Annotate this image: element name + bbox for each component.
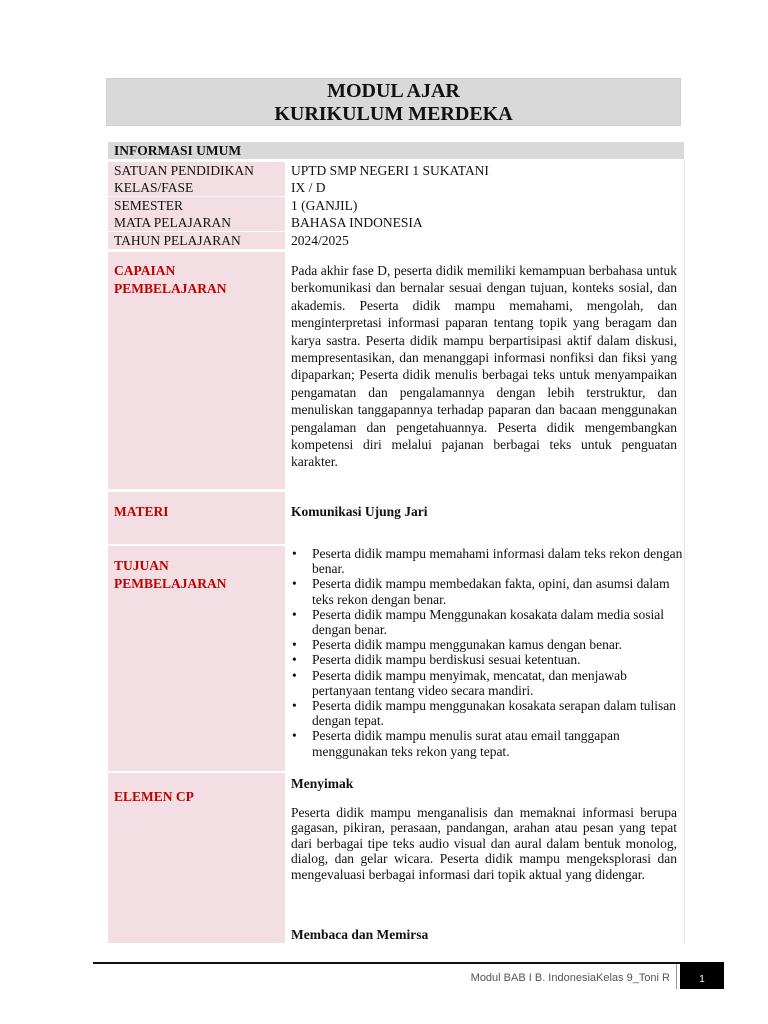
footer-text: Modul BAB I B. IndonesiaKelas 9_Toni R bbox=[470, 972, 670, 984]
materi-label-cell bbox=[108, 492, 285, 544]
list-item: • Peserta didik mampu membedakan fakta, opini, dan asumsi dalam teks rekon dengan benar. bbox=[291, 576, 683, 606]
materi-row bbox=[108, 492, 684, 544]
info-row bbox=[108, 162, 684, 179]
tujuan-list bbox=[291, 546, 683, 759]
info-value: 1 (GANJIL) bbox=[291, 198, 358, 213]
capaian-value-cell bbox=[291, 252, 684, 489]
info-value: IX / D bbox=[291, 180, 326, 195]
info-label: SEMESTER bbox=[108, 197, 285, 214]
page-number: 1 bbox=[680, 962, 724, 989]
tujuan-row bbox=[108, 546, 684, 771]
materi-label: MATERI bbox=[114, 504, 169, 519]
materi-value: Komunikasi Ujung Jari bbox=[291, 504, 428, 519]
document-title bbox=[106, 78, 681, 126]
info-value: BAHASA INDONESIA bbox=[291, 215, 423, 230]
elemen-subtitle-menyimak: Menyimak bbox=[291, 776, 354, 791]
informasi-umum-heading: INFORMASI UMUM bbox=[108, 142, 684, 159]
elemen-subtitle-membaca: Membaca dan Memirsa bbox=[291, 927, 429, 942]
elemen-row bbox=[108, 773, 684, 943]
info-label: KELAS/FASE bbox=[108, 179, 285, 196]
footer-rule bbox=[93, 962, 681, 964]
tujuan-label-line1: TUJUAN bbox=[114, 558, 169, 573]
info-value: 2024/2025 bbox=[291, 233, 349, 248]
list-item: • Peserta didik mampu Menggunakan kosakata dalam media sosial dengan benar. bbox=[291, 607, 683, 637]
title-line-1: MODUL AJAR bbox=[327, 80, 460, 102]
tujuan-value-cell bbox=[291, 546, 684, 771]
list-item: • Peserta didik mampu menulis surat atau email tanggapan menggunakan teks rekon yang tepat. bbox=[291, 728, 683, 758]
list-item: • Peserta didik mampu menyimak, mencatat, dan menjawab pertanyaan tentang video secara mandiri. bbox=[291, 668, 683, 698]
tujuan-label-cell bbox=[108, 546, 285, 771]
capaian-text: Pada akhir fase D, peserta didik memiliki kemampuan berbahasa untuk berkomunikasi dan bernalar sesuai dengan tujuan, konteks sosial, dan akademis. Peserta didik mampu memahami, mengolah, dan menginterpretasi informasi paparan tentang topik yang beragam dan karya sastra. Peserta didik mampu berpartisipasi aktif dalam diskusi, mempresentasikan, dan menanggapi informasi nonfiksi dan fiksi yang dipaparkan; Peserta didik menulis berbagai teks untuk menyampaikan pengamatan dan pengalamannya dengan lebih terstruktur, dan menuliskan tanggapannya terhadap paparan dan bacaan menggunakan pengalaman dan pengetahuannya. Peserta didik mengembangkan kompetensi diri melalui pajanan berbagai teks untuk penguatan karakter. bbox=[291, 263, 677, 470]
info-row bbox=[108, 179, 684, 196]
list-item: • Peserta didik mampu menggunakan kosakata serapan dalam tulisan dengan tepat. bbox=[291, 698, 683, 728]
info-row bbox=[108, 214, 684, 231]
elemen-label-cell bbox=[108, 773, 285, 943]
info-row bbox=[108, 197, 684, 214]
capaian-label-line2: PEMBELAJARAN bbox=[114, 281, 227, 296]
elemen-menyimak-text: Peserta didik mampu menganalisis dan memaknai informasi berupa gagasan, pikiran, perasaan, pandangan, arahan atau pesan yang tepat dari berbagai tipe teks audio visual dan aural dalam bentuk monolog, dialog, dan gelar wicara. Peserta didik mampu mengeksplorasi dan mengevaluasi berbagai informasi dari topik aktual yang didengar. bbox=[291, 805, 677, 882]
list-item: • Peserta didik mampu berdiskusi sesuai ketentuan. bbox=[291, 652, 683, 667]
info-label: TAHUN PELAJARAN bbox=[108, 232, 285, 249]
capaian-label-line1: CAPAIAN bbox=[114, 263, 176, 278]
title-line-2: KURIKULUM MERDEKA bbox=[274, 103, 513, 125]
list-item: • Peserta didik mampu menggunakan kamus dengan benar. bbox=[291, 637, 683, 652]
list-item: • Peserta didik mampu memahami informasi dalam teks rekon dengan benar. bbox=[291, 546, 683, 576]
materi-value-cell bbox=[291, 492, 684, 544]
info-value: UPTD SMP NEGERI 1 SUKATANI bbox=[291, 163, 489, 178]
table-right-border bbox=[684, 159, 685, 944]
info-label: MATA PELAJARAN bbox=[108, 214, 285, 231]
info-row bbox=[108, 232, 684, 249]
elemen-label: ELEMEN CP bbox=[114, 789, 194, 804]
capaian-row bbox=[108, 252, 684, 489]
capaian-label-cell bbox=[108, 252, 285, 489]
tujuan-label-line2: PEMBELAJARAN bbox=[114, 576, 227, 591]
info-label: SATUAN PENDIDIKAN bbox=[108, 162, 285, 179]
elemen-value-cell bbox=[291, 773, 684, 943]
footer-separator bbox=[676, 964, 677, 989]
